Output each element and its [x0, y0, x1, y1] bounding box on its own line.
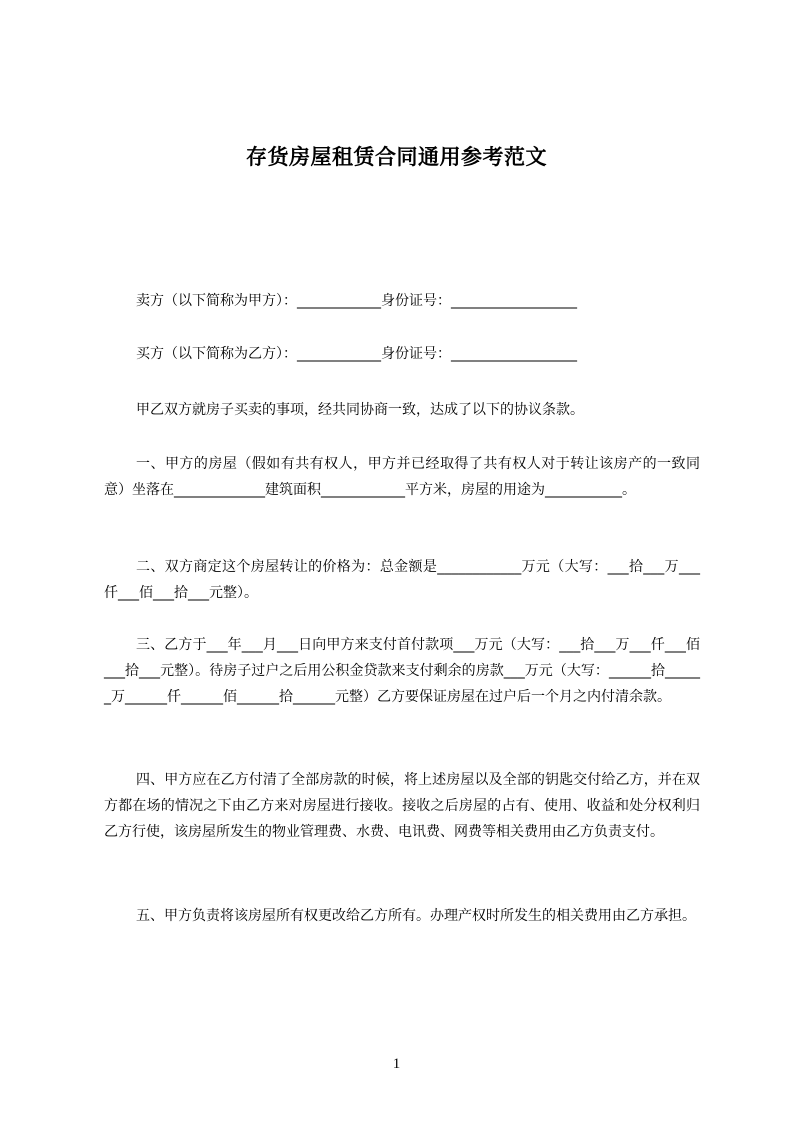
clause-4: 四、甲方应在乙方付清了全部房款的时候，将上述房屋以及全部的钥匙交付给乙方，并在双方都在场的情况之下由乙方来对房屋进行接收。接收之后房屋的占有、使用、收益和处分权利归乙方行使，该房屋所发生的物业管理费、水费、电讯费、网费等相关费用由乙方负责支付。: [104, 772, 700, 840]
buyer-line: 买方（以下简称为乙方）：____________身份证号：__________________: [136, 346, 577, 362]
page-number: 1: [392, 1056, 401, 1072]
clause-2: 二、双方商定这个房屋转让的价格为：总金额是____________万元（大写：___拾___万___仟___佰___拾___元整）。: [104, 559, 700, 601]
agreement-intro: 甲乙双方就房子买卖的事项，经共同协商一致，达成了以下的协议条款。: [136, 402, 584, 418]
clause-5: 五、甲方负责将该房屋所有权更改给乙方所有。办理产权时所发生的相关费用由乙方承担。: [136, 908, 696, 924]
document-title: 存货房屋租赁合同通用参考范文: [246, 145, 547, 169]
clause-1: 一、甲方的房屋（假如有共有权人，甲方并已经取得了共有权人对于转让该房产的一致同意）坐落在_____________建筑面积____________平方米，房屋的用途为___________。: [104, 456, 700, 498]
seller-line: 卖方（以下简称为甲方）：____________身份证号：__________________: [136, 293, 577, 309]
clause-3: 三、乙方于___年___月___日向甲方来支付首付款项___万元（大写：___拾___万___仟___佰___拾___元整）。待房子过户之后用公积金贷款来支付剩余的房款___万元（大写：______拾______万______仟______佰______拾______元整）乙方要保证房屋在过户后一个月之内付清余款。: [104, 637, 700, 705]
